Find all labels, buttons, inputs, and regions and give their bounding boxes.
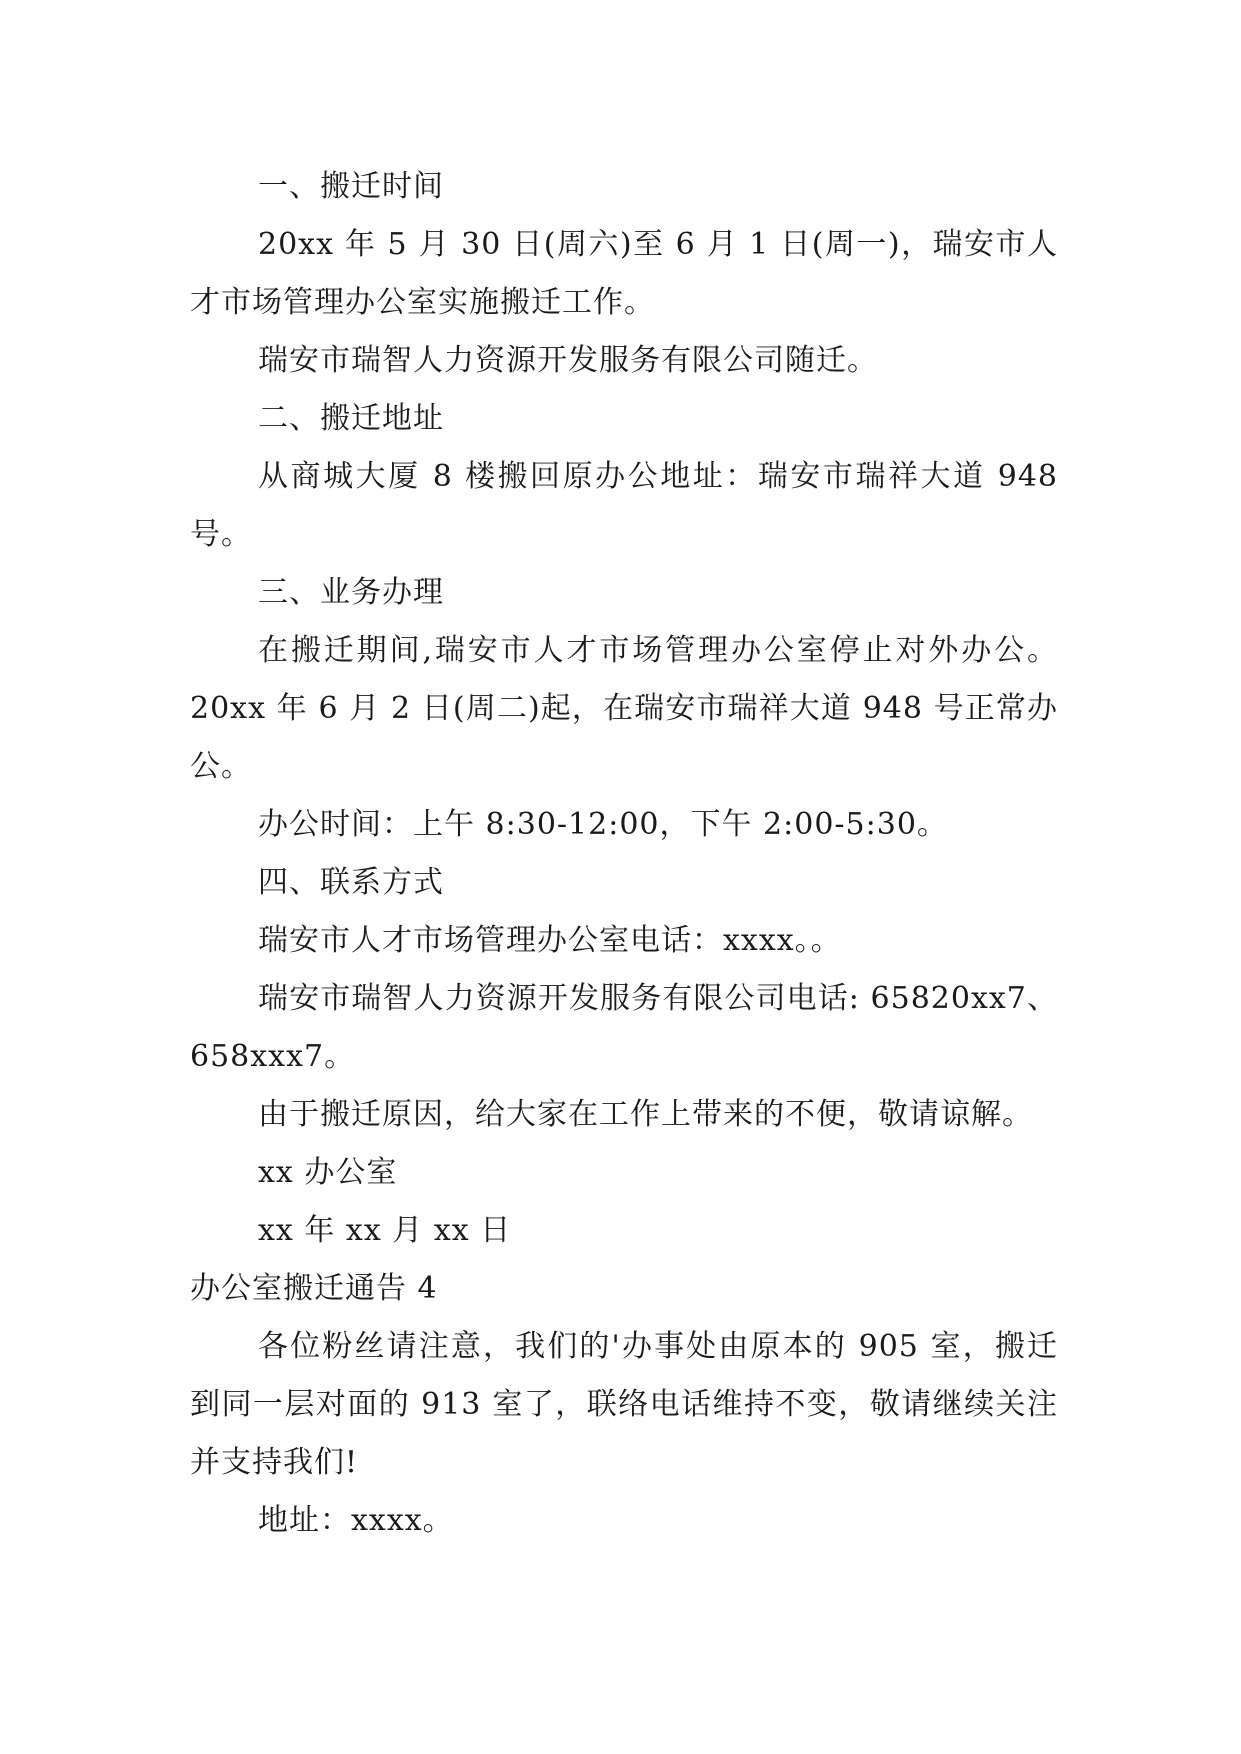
paragraph-office-phone: 瑞安市人才市场管理办公室电话：xxxx。。	[258, 923, 842, 958]
paragraph-business-suspension: 在搬迁期间,瑞安市人才市场管理办公室停止对外办公。20xx 年 6 月 2 日(周二)起，在瑞安市瑞祥大道 948 号正常办公。	[190, 633, 1058, 784]
signature-office: xx 办公室	[258, 1155, 398, 1190]
notice-title-4: 办公室搬迁通告 4	[190, 1271, 438, 1306]
section-heading-contact: 四、联系方式	[258, 865, 444, 900]
paragraph-company-follows: 瑞安市瑞智人力资源开发服务有限公司随迁。	[258, 343, 878, 378]
signature-date: xx 年 xx 月 xx 日	[258, 1213, 512, 1248]
paragraph-new-address: 从商城大厦 8 楼搬回原办公地址：瑞安市瑞祥大道 948 号。	[190, 459, 1058, 552]
paragraph-office-hours: 办公时间：上午 8:30-12:00，下午 2:00-5:30。	[258, 807, 948, 842]
document-page	[190, 158, 1058, 1550]
paragraph-company-phone: 瑞安市瑞智人力资源开发服务有限公司电话: 65820xx7、658xxx7。	[190, 981, 1058, 1074]
paragraph-apology: 由于搬迁原因，给大家在工作上带来的不便，敬请谅解。	[258, 1097, 1033, 1132]
paragraph-relocation-dates: 20xx 年 5 月 30 日(周六)至 6 月 1 日(周一)，瑞安市人才市场管理办公室实施搬迁工作。	[190, 227, 1058, 320]
section-heading-relocation-time: 一、搬迁时间	[258, 169, 444, 204]
paragraph-fans-notice: 各位粉丝请注意，我们的'办事处由原本的 905 室，搬迁到同一层对面的 913 室了，联络电话维持不变，敬请继续关注并支持我们!	[190, 1329, 1058, 1480]
section-heading-business: 三、业务办理	[258, 575, 444, 610]
section-heading-relocation-address: 二、搬迁地址	[258, 401, 444, 436]
paragraph-address: 地址：xxxx。	[258, 1503, 454, 1538]
